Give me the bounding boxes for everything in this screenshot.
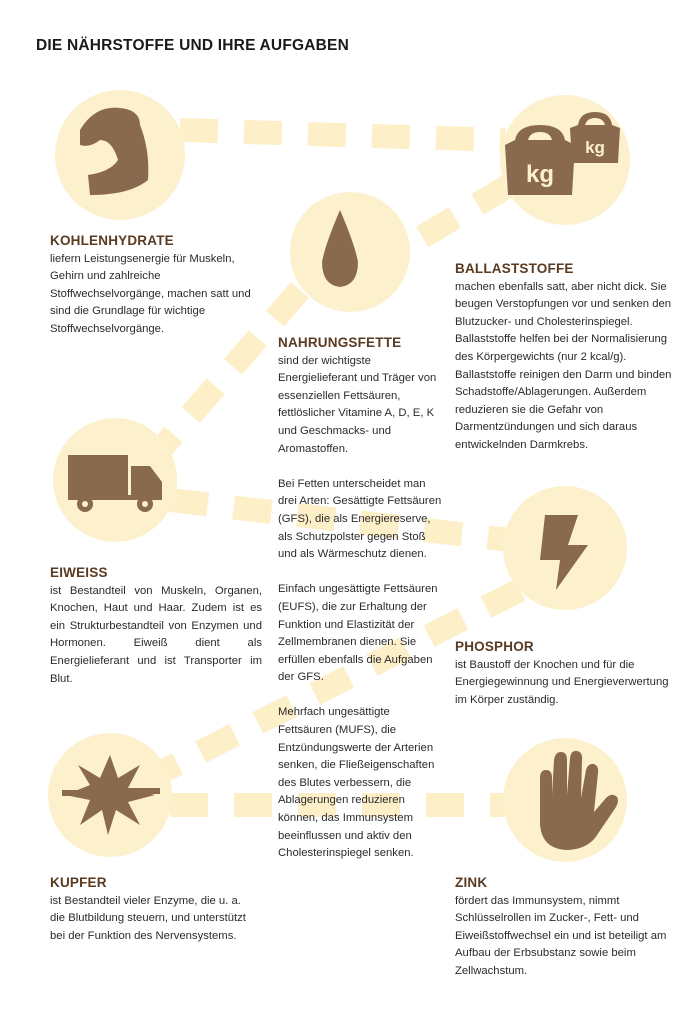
section-text: fördert das Immunsystem, nimmt Schlüsselrollen im Zucker-, Fett- und Eiweißstoffwechsel ein und ist beteiligt am Aufbau der Erbsubstanz sowie beim Zellwachstum. (455, 894, 667, 977)
page-title: DIE NÄHRSTOFFE UND IHRE AUFGABEN (36, 37, 349, 54)
section-text: Bei Fetten unterscheidet man drei Arten: Gesättigte Fettsäuren (GFS), die als Energiereserve, als Schutzpolster gegen Stoß und als Wärmeschutz dienen. (278, 477, 442, 561)
section-text: ist Bestandteil vieler Enzyme, die u. a. die Blutbildung steuern, und unterstützt bei der Funktion des Nervensystems. (50, 894, 246, 942)
section-heading: PHOSPHOR (455, 639, 534, 654)
section-text: Mehrfach ungesättigte Fettsäuren (MUFS), die Entzündungswerte der Arterien senken, die Fließeigenschaften des Blutes verbessern, die Ablagerungen reduzieren können, das Immunsystem beeinflussen und aktiv den Cholesterinspiegel senken. (278, 706, 435, 860)
section-text: ist Baustoff der Knochen und für die Energiegewinnung und Energieverwertung im Körper zuständig. (455, 658, 669, 706)
section-ballaststoffe (455, 260, 680, 472)
section-text: machen ebenfalls satt, aber nicht dick. Sie beugen Verstopfungen vor und senken den Blutzucker- und Cholesterinspiegel. Ballaststoffe helfen bei der Normalisierung des Körpergewichts (nur 2 kcal/g). Ballaststoffe reinigen den Darm und binden Schadstoffe/Ablagerungen. Außerdem reduzieren sie die Gefahr von Darmentzündungen und sich daraus entwickelnden Darmkrebs. (455, 280, 672, 451)
section-text: liefern Leistungsenergie für Muskeln, Gehirn und zahlreiche Stoffwechselvorgänge, machen satt und sind die Grundlage für wichtige Stoffwechselvorgänge. (50, 252, 251, 335)
section-text: ist Bestandteil von Muskeln, Organen, Knochen, Haut und Haar. Zudem ist es ein Strukturbestandteil von Enzymen und Hormonen. Eiweiß dient als Energielieferant und ist Transporter im Blut. (50, 584, 262, 685)
section-zink (455, 874, 680, 998)
section-heading: BALLASTSTOFFE (455, 261, 574, 276)
section-heading: KUPFER (50, 875, 107, 890)
path-segment (400, 185, 510, 250)
svg-text:kg: kg (585, 138, 605, 157)
section-kupfer (50, 874, 250, 963)
path-segment (180, 130, 505, 140)
section-heading: ZINK (455, 875, 488, 890)
section-kohlenhydrate (50, 232, 265, 356)
section-text: Einfach ungesättigte Fettsäuren (EUFS), die zur Erhaltung der Funktion und Elastizität der Zellmembranen dienen. Sie erfüllen ebenfalls die Aufgaben der GFS. (278, 583, 438, 684)
section-heading: EIWEISS (50, 565, 108, 580)
section-phosphor (455, 638, 680, 727)
section-text: sind der wichtigste Energielieferant und Träger von essenziellen Fettsäuren, fettlöslicher Vitamine A, D, E, K und Geschmacks- und Aromastoffen. (278, 354, 437, 455)
section-heading: NAHRUNGSFETTE (278, 335, 402, 350)
section-nahrungsfette (278, 334, 446, 880)
svg-text:kg: kg (525, 161, 555, 188)
section-heading: KOHLENHYDRATE (50, 233, 174, 248)
section-eiweiss (50, 564, 262, 706)
